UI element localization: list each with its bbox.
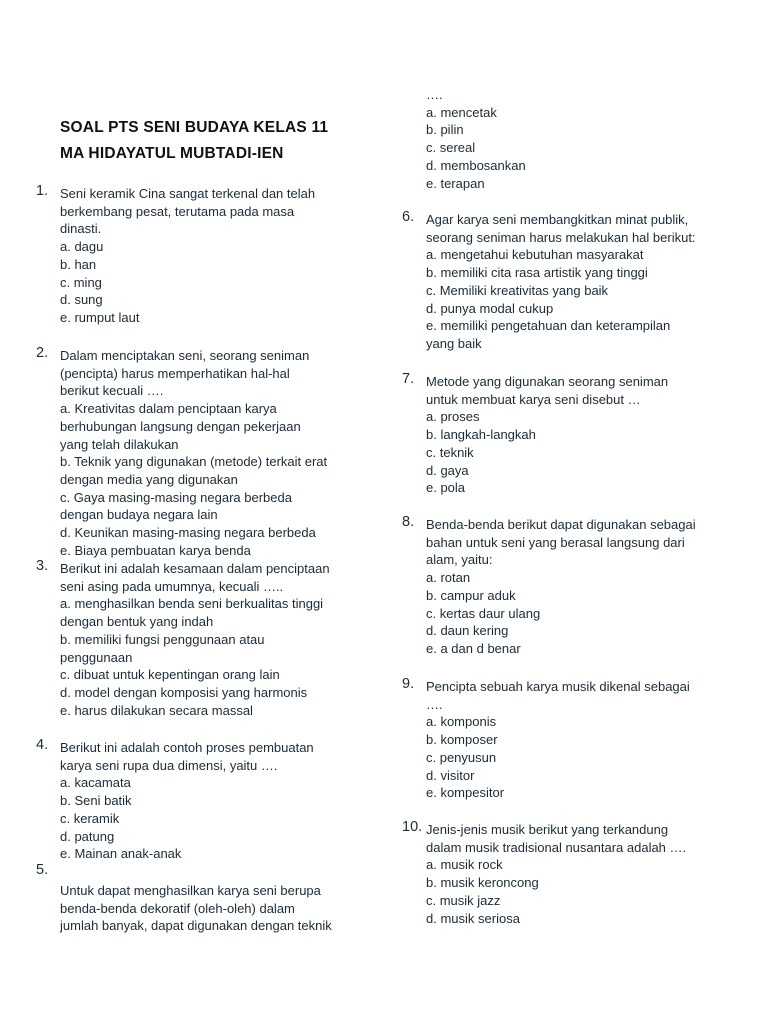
question-number: 10. <box>402 819 423 835</box>
question-line: seni asing pada umumnya, kecuali ….. <box>60 578 284 594</box>
answer-option: b. langkah-langkah <box>426 427 536 443</box>
answer-option: a. menghasilkan benda seni berkualitas tinggi <box>60 596 324 612</box>
question-5 <box>36 864 332 935</box>
question-line: Berikut ini adalah contoh proses pembuatan <box>60 740 314 755</box>
question-line: (pencipta) harus memperhatikan hal-hal <box>60 365 290 381</box>
answer-option: e. terapan <box>426 175 485 191</box>
page-subtitle: MA HIDAYATUL MUBTADI-IEN <box>60 145 284 162</box>
answer-option: b. campur aduk <box>426 587 516 603</box>
question-text <box>426 86 526 192</box>
question-line: dengan bentuk yang indah <box>60 614 214 630</box>
question-10 <box>402 821 686 927</box>
answer-option: d. Keunikan masing-masing negara berbeda <box>60 525 316 541</box>
answer-option: d. patung <box>60 828 115 844</box>
question-number: 7. <box>402 371 415 387</box>
answer-option: b. Seni batik <box>60 793 132 809</box>
answer-option: b. memiliki cita rasa artistik yang tinggi <box>426 265 648 281</box>
answer-option: d. musik seriosa <box>426 910 520 926</box>
question-line: yang telah dilakukan <box>60 436 179 452</box>
question-line: Benda-benda berikut dapat digunakan sebagai <box>426 517 696 532</box>
question-number: 8. <box>402 514 415 530</box>
answer-option: e. rumput laut <box>60 309 140 325</box>
answer-option: e. Biaya pembuatan karya benda <box>60 542 251 558</box>
question-line: Berikut ini adalah kesamaan dalam penciptaan <box>60 561 330 576</box>
question-text <box>60 347 327 559</box>
question-line: penggunaan <box>60 649 133 665</box>
question-line: Agar karya seni membangkitkan minat publik, <box>426 212 689 227</box>
answer-option: d. daun kering <box>426 623 509 639</box>
question-text <box>426 373 668 497</box>
question-line: seorang seniman harus melakukan hal berikut: <box>426 229 696 245</box>
question-text <box>426 211 696 353</box>
question-line: berhubungan langsung dengan pekerjaan <box>60 418 301 434</box>
answer-option: a. rotan <box>426 570 471 586</box>
question-number: 6. <box>402 209 415 225</box>
answer-option: a. dagu <box>60 239 104 255</box>
question-line: bahan untuk seni yang berasal langsung dari <box>426 534 685 550</box>
question-7 <box>402 373 668 497</box>
answer-option: a. mengetahui kebutuhan masyarakat <box>426 247 644 263</box>
answer-option: a. proses <box>426 409 480 425</box>
question-text <box>60 560 330 719</box>
question-line: dinasti. <box>60 221 102 237</box>
answer-option: c. teknik <box>426 444 474 460</box>
question-text <box>60 739 314 863</box>
question-3 <box>36 560 330 719</box>
question-line: Seni keramik Cina sangat terkenal dan telah <box>60 186 316 201</box>
question-line: Jenis-jenis musik berikut yang terkandung <box>426 822 669 837</box>
answer-option: a. kacamata <box>60 775 131 791</box>
question-line: Metode yang digunakan seorang seniman <box>426 374 669 389</box>
answer-option: d. sung <box>60 292 103 308</box>
answer-option: d. visitor <box>426 767 475 783</box>
answer-option: a. mencetak <box>426 104 497 120</box>
answer-option: d. membosankan <box>426 157 526 173</box>
question-line: dalam musik tradisional nusantara adalah …. <box>426 839 687 855</box>
question-text <box>60 185 315 327</box>
question-2 <box>36 347 327 559</box>
answer-option: c. ming <box>60 274 102 290</box>
answer-option: c. sereal <box>426 140 476 156</box>
question-line: Untuk dapat menghasilkan karya seni berupa <box>60 883 321 898</box>
question-number: 3. <box>36 558 49 574</box>
question-text <box>426 516 696 658</box>
answer-option: c. kertas daur ulang <box>426 605 541 621</box>
answer-option: e. kompesitor <box>426 785 505 801</box>
question-line: …. <box>426 696 443 712</box>
answer-option: b. komposer <box>426 732 498 748</box>
answer-option: d. model dengan komposisi yang harmonis <box>60 684 308 700</box>
answer-option: e. a dan d benar <box>426 640 521 656</box>
answer-option: e. pola <box>426 480 466 496</box>
question-number: 1. <box>36 183 49 199</box>
answer-option: d. gaya <box>426 462 469 478</box>
answer-option: e. memiliki pengetahuan dan keterampilan <box>426 318 671 334</box>
question-text <box>60 864 332 935</box>
question-line: yang baik <box>426 335 482 351</box>
page-title: SOAL PTS SENI BUDAYA KELAS 11 <box>60 119 329 136</box>
question-8 <box>402 516 696 658</box>
question-5-continued <box>402 86 526 192</box>
question-line: berikut kecuali …. <box>60 383 164 399</box>
question-line: Dalam menciptakan seni, seorang seniman <box>60 348 310 363</box>
answer-option: e. Mainan anak-anak <box>60 846 182 862</box>
answer-option: b. musik keroncong <box>426 875 539 891</box>
question-4 <box>36 739 314 863</box>
question-text <box>426 678 690 802</box>
question-6 <box>402 211 696 353</box>
answer-option: a. komponis <box>426 714 497 730</box>
question-number: 5. <box>36 862 49 878</box>
answer-option: c. dibuat untuk kepentingan orang lain <box>60 667 280 683</box>
answer-option: a. Kreativitas dalam penciptaan karya <box>60 401 277 417</box>
answer-option: c. Gaya masing-masing negara berbeda <box>60 489 292 505</box>
answer-option: b. Teknik yang digunakan (metode) terkait erat <box>60 454 328 470</box>
answer-option: a. musik rock <box>426 857 503 873</box>
question-1 <box>36 185 315 327</box>
question-line: untuk membuat karya seni disebut … <box>426 391 641 407</box>
question-line: berkembang pesat, terutama pada masa <box>60 203 295 219</box>
question-line: benda-benda dekoratif (oleh-oleh) dalam <box>60 900 295 916</box>
answer-option: c. Memiliki kreativitas yang baik <box>426 282 609 298</box>
answer-option: d. punya modal cukup <box>426 300 554 316</box>
question-line: karya seni rupa dua dimensi, yaitu …. <box>60 757 278 773</box>
question-number: 4. <box>36 737 49 753</box>
question-text <box>426 821 686 927</box>
question-line: Pencipta sebuah karya musik dikenal sebagai <box>426 679 690 694</box>
answer-option: c. musik jazz <box>426 892 501 908</box>
question-line: …. <box>426 87 443 102</box>
question-number: 2. <box>36 345 49 361</box>
question-line: dengan media yang digunakan <box>60 471 238 487</box>
answer-option: e. harus dilakukan secara massal <box>60 702 253 718</box>
answer-option: b. memiliki fungsi penggunaan atau <box>60 631 265 647</box>
question-number: 9. <box>402 676 415 692</box>
question-line: jumlah banyak, dapat digunakan dengan teknik <box>60 918 332 934</box>
question-line: dengan budaya negara lain <box>60 507 218 523</box>
question-9 <box>402 678 690 802</box>
answer-option: b. pilin <box>426 122 464 138</box>
question-line: alam, yaitu: <box>426 552 493 568</box>
answer-option: c. keramik <box>60 810 120 826</box>
answer-option: c. penyusun <box>426 749 497 765</box>
answer-option: b. han <box>60 256 97 272</box>
